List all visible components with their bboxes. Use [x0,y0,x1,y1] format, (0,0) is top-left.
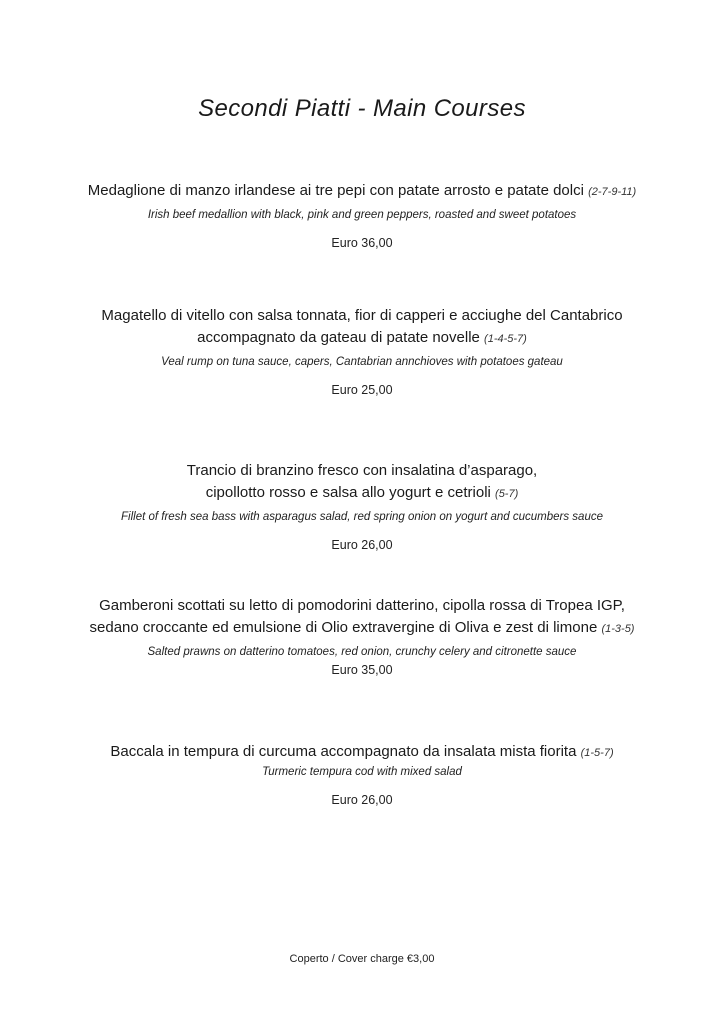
dish-italian-name [0,595,724,640]
dish-price: Euro 36,00 [331,236,393,250]
dish-allergens: (1-3-5) [601,623,635,635]
dish-italian-line: Trancio di branzino fresco con insalatina d’asparago, [186,462,538,479]
dish-allergens: (2-7-9-11) [588,186,637,198]
dish-item [0,741,724,808]
dish-italian-line: sedano croccante ed emulsione di Olio extravergine di Oliva e zest di limone [89,619,598,636]
dish-item [0,460,724,553]
dish-allergens: (1-4-5-7) [484,333,527,345]
dish-italian-name [0,741,724,764]
dish-italian-name [0,305,724,350]
dish-italian-line: Magatello di vitello con salsa tonnata, fior di capperi e acciughe del Cantabrico [101,307,623,324]
dish-item [0,305,724,398]
dish-price: Euro 26,00 [331,538,393,552]
cover-charge: Coperto / Cover charge €3,00 [289,953,435,965]
dish-price: Euro 35,00 [331,663,393,677]
dish-english-description: Salted prawns on datterino tomatoes, red onion, crunchy celery and citronette sauce [147,646,577,658]
dish-italian-line: accompagnato da gateau di patate novelle [197,329,480,346]
dish-english-description: Veal rump on tuna sauce, capers, Cantabrian annchioves with potatoes gateau [161,356,563,368]
dish-allergens: (1-5-7) [580,747,614,759]
dish-english-description: Irish beef medallion with black, pink and green peppers, roasted and sweet potatoes [147,209,577,221]
dish-italian-line: cipollotto rosso e salsa allo yogurt e cetrioli [205,484,491,501]
dish-item [0,595,724,678]
page-title: Secondi Piatti - Main Courses [198,95,526,122]
dish-italian-line: Baccala in tempura di curcuma accompagnato da insalata mista fiorita [110,743,577,760]
dish-price: Euro 26,00 [331,793,393,807]
dish-italian-line: Medaglione di manzo irlandese ai tre pepi con patate arrosto e patate dolci [87,182,584,199]
dish-english-description: Fillet of fresh sea bass with asparagus salad, red spring onion on yogurt and cucumbers sauce [121,511,603,523]
dish-allergens: (5-7) [495,488,519,500]
dish-italian-name [0,460,724,505]
dish-english-description: Turmeric tempura cod with mixed salad [262,766,462,778]
dish-italian-name [0,180,724,203]
dish-price: Euro 25,00 [331,383,393,397]
dish-italian-line: Gamberoni scottati su letto di pomodorini datterino, cipolla rossa di Tropea IGP, [99,597,625,614]
dish-item [0,180,724,251]
